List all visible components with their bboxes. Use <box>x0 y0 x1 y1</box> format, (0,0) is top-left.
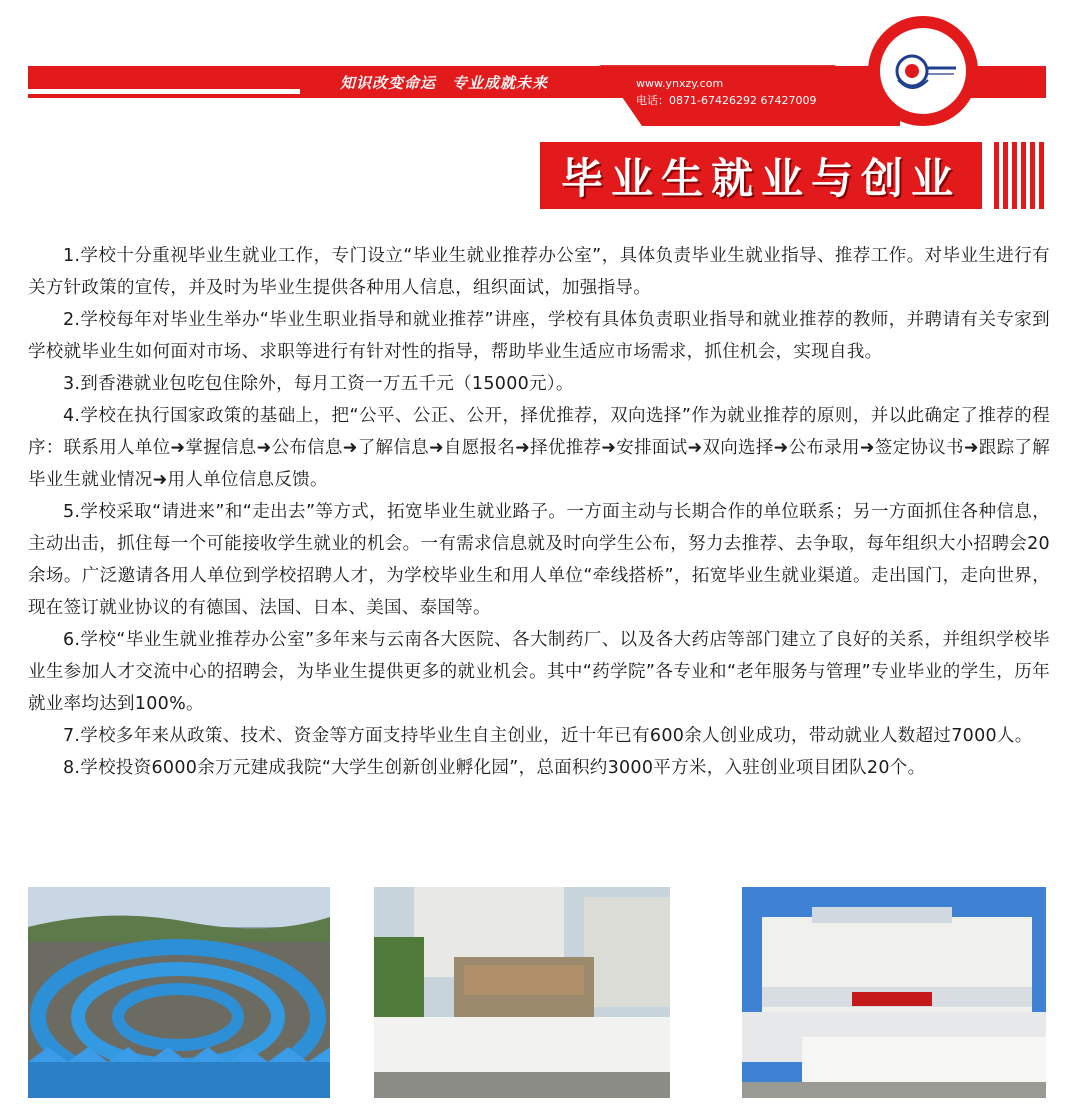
paragraph-7: 7.学校多年来从政策、技术、资金等方面支持毕业生自主创业，近十年已有600余人创业成功，带动就业人数超过7000人。 <box>63 726 1033 746</box>
paragraph-5: 5.学校采取“请进来”和“走出去”等方式，拓宽毕业生就业路子。一方面主动与长期合作的单位联系；另一方面抓住各种信息，主动出击，抓住每一个可能接收学生就业的机会。一有需求信息就及时向学生公布，努力去推荐、去争取，每年组织大小招聘会20余场。广泛邀请各用人单位到学校招聘人才，为学校毕业生和用人单位“牵线搭桥”，拓宽毕业生就业渠道。走出国门，走向世界，现在签订就业协议的有德国、法国、日本、美国、泰国等。 <box>28 502 1050 618</box>
paragraph-1: 1.学校十分重视毕业生就业工作，专门设立“毕业生就业推荐办公室”，具体负责毕业生就业指导、推荐工作。对毕业生进行有关方针政策的宣传，并及时为毕业生提供各种用人信息，组织面试，加强指导。 <box>28 246 1050 298</box>
paragraph-6: 6.学校“毕业生就业推荐办公室”多年来与云南各大医院、各大制药厂、以及各大药店等部门建立了良好的关系，并组织学校毕业生参加人才交流中心的招聘会，为毕业生提供更多的就业机会。其中“药学院”各专业和“老年服务与管理”专业毕业的学生，历年就业率均达到100%。 <box>28 630 1050 714</box>
job-fair-photo <box>28 887 330 1098</box>
title-stripe <box>1012 142 1017 209</box>
title-stripe <box>1030 142 1035 209</box>
campus-group-photo <box>374 887 670 1098</box>
header-band-gap <box>28 89 300 94</box>
title-stripe <box>1021 142 1026 209</box>
title-stripe <box>994 142 999 209</box>
website-link[interactable]: www.ynxzy.com <box>636 77 724 90</box>
section-title-box <box>540 142 982 209</box>
hospital-group-photo <box>742 887 1046 1098</box>
contact-info <box>636 75 816 109</box>
paragraph-2: 2.学校每年对毕业生举办“毕业生职业指导和就业推荐”讲座，学校有具体负责职业指导和就业推荐的教师，并聘请有关专家到学校就毕业生如何面对市场、求职等进行有针对性的指导，帮助毕业生适应市场需求，抓住机会，实现自我。 <box>28 310 1050 362</box>
article-body <box>28 240 1050 784</box>
school-emblem-icon <box>890 36 960 106</box>
title-stripe <box>1039 142 1044 209</box>
section-title: 毕业生就业与创业 <box>560 153 961 203</box>
paragraph-4: 4.学校在执行国家政策的基础上，把“公平、公正、公开，择优推荐，双向选择”作为就业推荐的原则，并以此确定了推荐的程序：联系用人单位➜掌握信息➜公布信息➜了解信息➜自愿报名➜择优推荐➜安排面试➜双向选择➜公布录用➜签定协议书➜跟踪了解毕业生就业情况➜用人单位信息反馈。 <box>28 406 1050 490</box>
paragraph-8: 8.学校投资6000余万元建成我院“大学生创新创业孵化园”，总面积约3000平方米，入驻创业项目团队20个。 <box>63 758 926 778</box>
header-slogan: 知识改变命运 专业成就未来 <box>340 74 549 92</box>
title-stripe <box>1003 142 1008 209</box>
paragraph-3: 3.到香港就业包吃包住除外，每月工资一万五千元（15000元）。 <box>63 374 574 394</box>
phone-number: 电话：0871-67426292 67427009 <box>636 94 817 107</box>
